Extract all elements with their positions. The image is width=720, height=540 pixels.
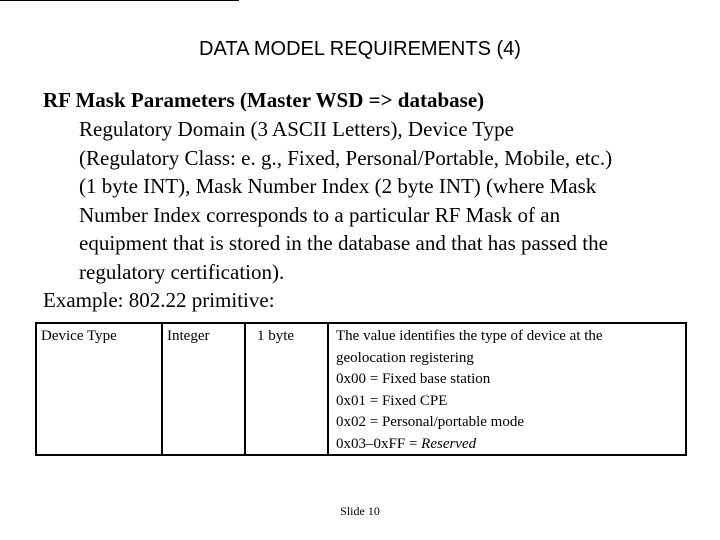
description-line: geolocation registering — [336, 349, 474, 366]
body-line: (1 byte INT), Mask Number Index (2 byte INT) (where Mask — [79, 174, 597, 198]
table-divider — [327, 324, 329, 454]
primitive-description-cell — [336, 326, 603, 455]
description-line-reserved — [336, 434, 603, 456]
slide-number: Slide 10 — [340, 504, 380, 518]
description-line: 0x02 = Personal/portable mode — [336, 414, 525, 430]
primitive-size-cell: 1 byte — [257, 328, 295, 344]
reserved-label: Reserved — [421, 435, 477, 452]
body-line: Regulatory Domain (3 ASCII Letters), Device Type — [79, 117, 514, 141]
primitive-type-cell: Integer — [167, 328, 210, 344]
primitive-table — [35, 322, 687, 456]
reserved-range: 0x03–0xFF = — [336, 435, 422, 452]
body-line: Number Index corresponds to a particular RF Mask of an — [79, 202, 561, 227]
primitive-name-cell: Device Type — [41, 328, 117, 344]
slide-title: DATA MODEL REQUIREMENTS (4) — [199, 38, 521, 60]
example-label: Example: 802.22 primitive: — [43, 288, 275, 312]
body-line: equipment that is stored in the database and that has passed the — [79, 231, 608, 255]
body-line: regulatory certification). — [79, 259, 285, 284]
body-line: (Regulatory Class: e. g., Fixed, Personal/Portable, Mobile, etc.) — [79, 145, 613, 170]
description-line: The value identifies the type of device at the — [336, 328, 603, 344]
table-divider — [244, 324, 246, 454]
description-line: 0x00 = Fixed base station — [336, 371, 491, 387]
description-line: 0x01 = Fixed CPE — [336, 392, 448, 409]
table-divider — [161, 324, 163, 454]
section-heading: RF Mask Parameters (Master WSD => database) — [43, 88, 485, 112]
top-rule — [0, 0, 239, 1]
body-text — [79, 115, 704, 286]
